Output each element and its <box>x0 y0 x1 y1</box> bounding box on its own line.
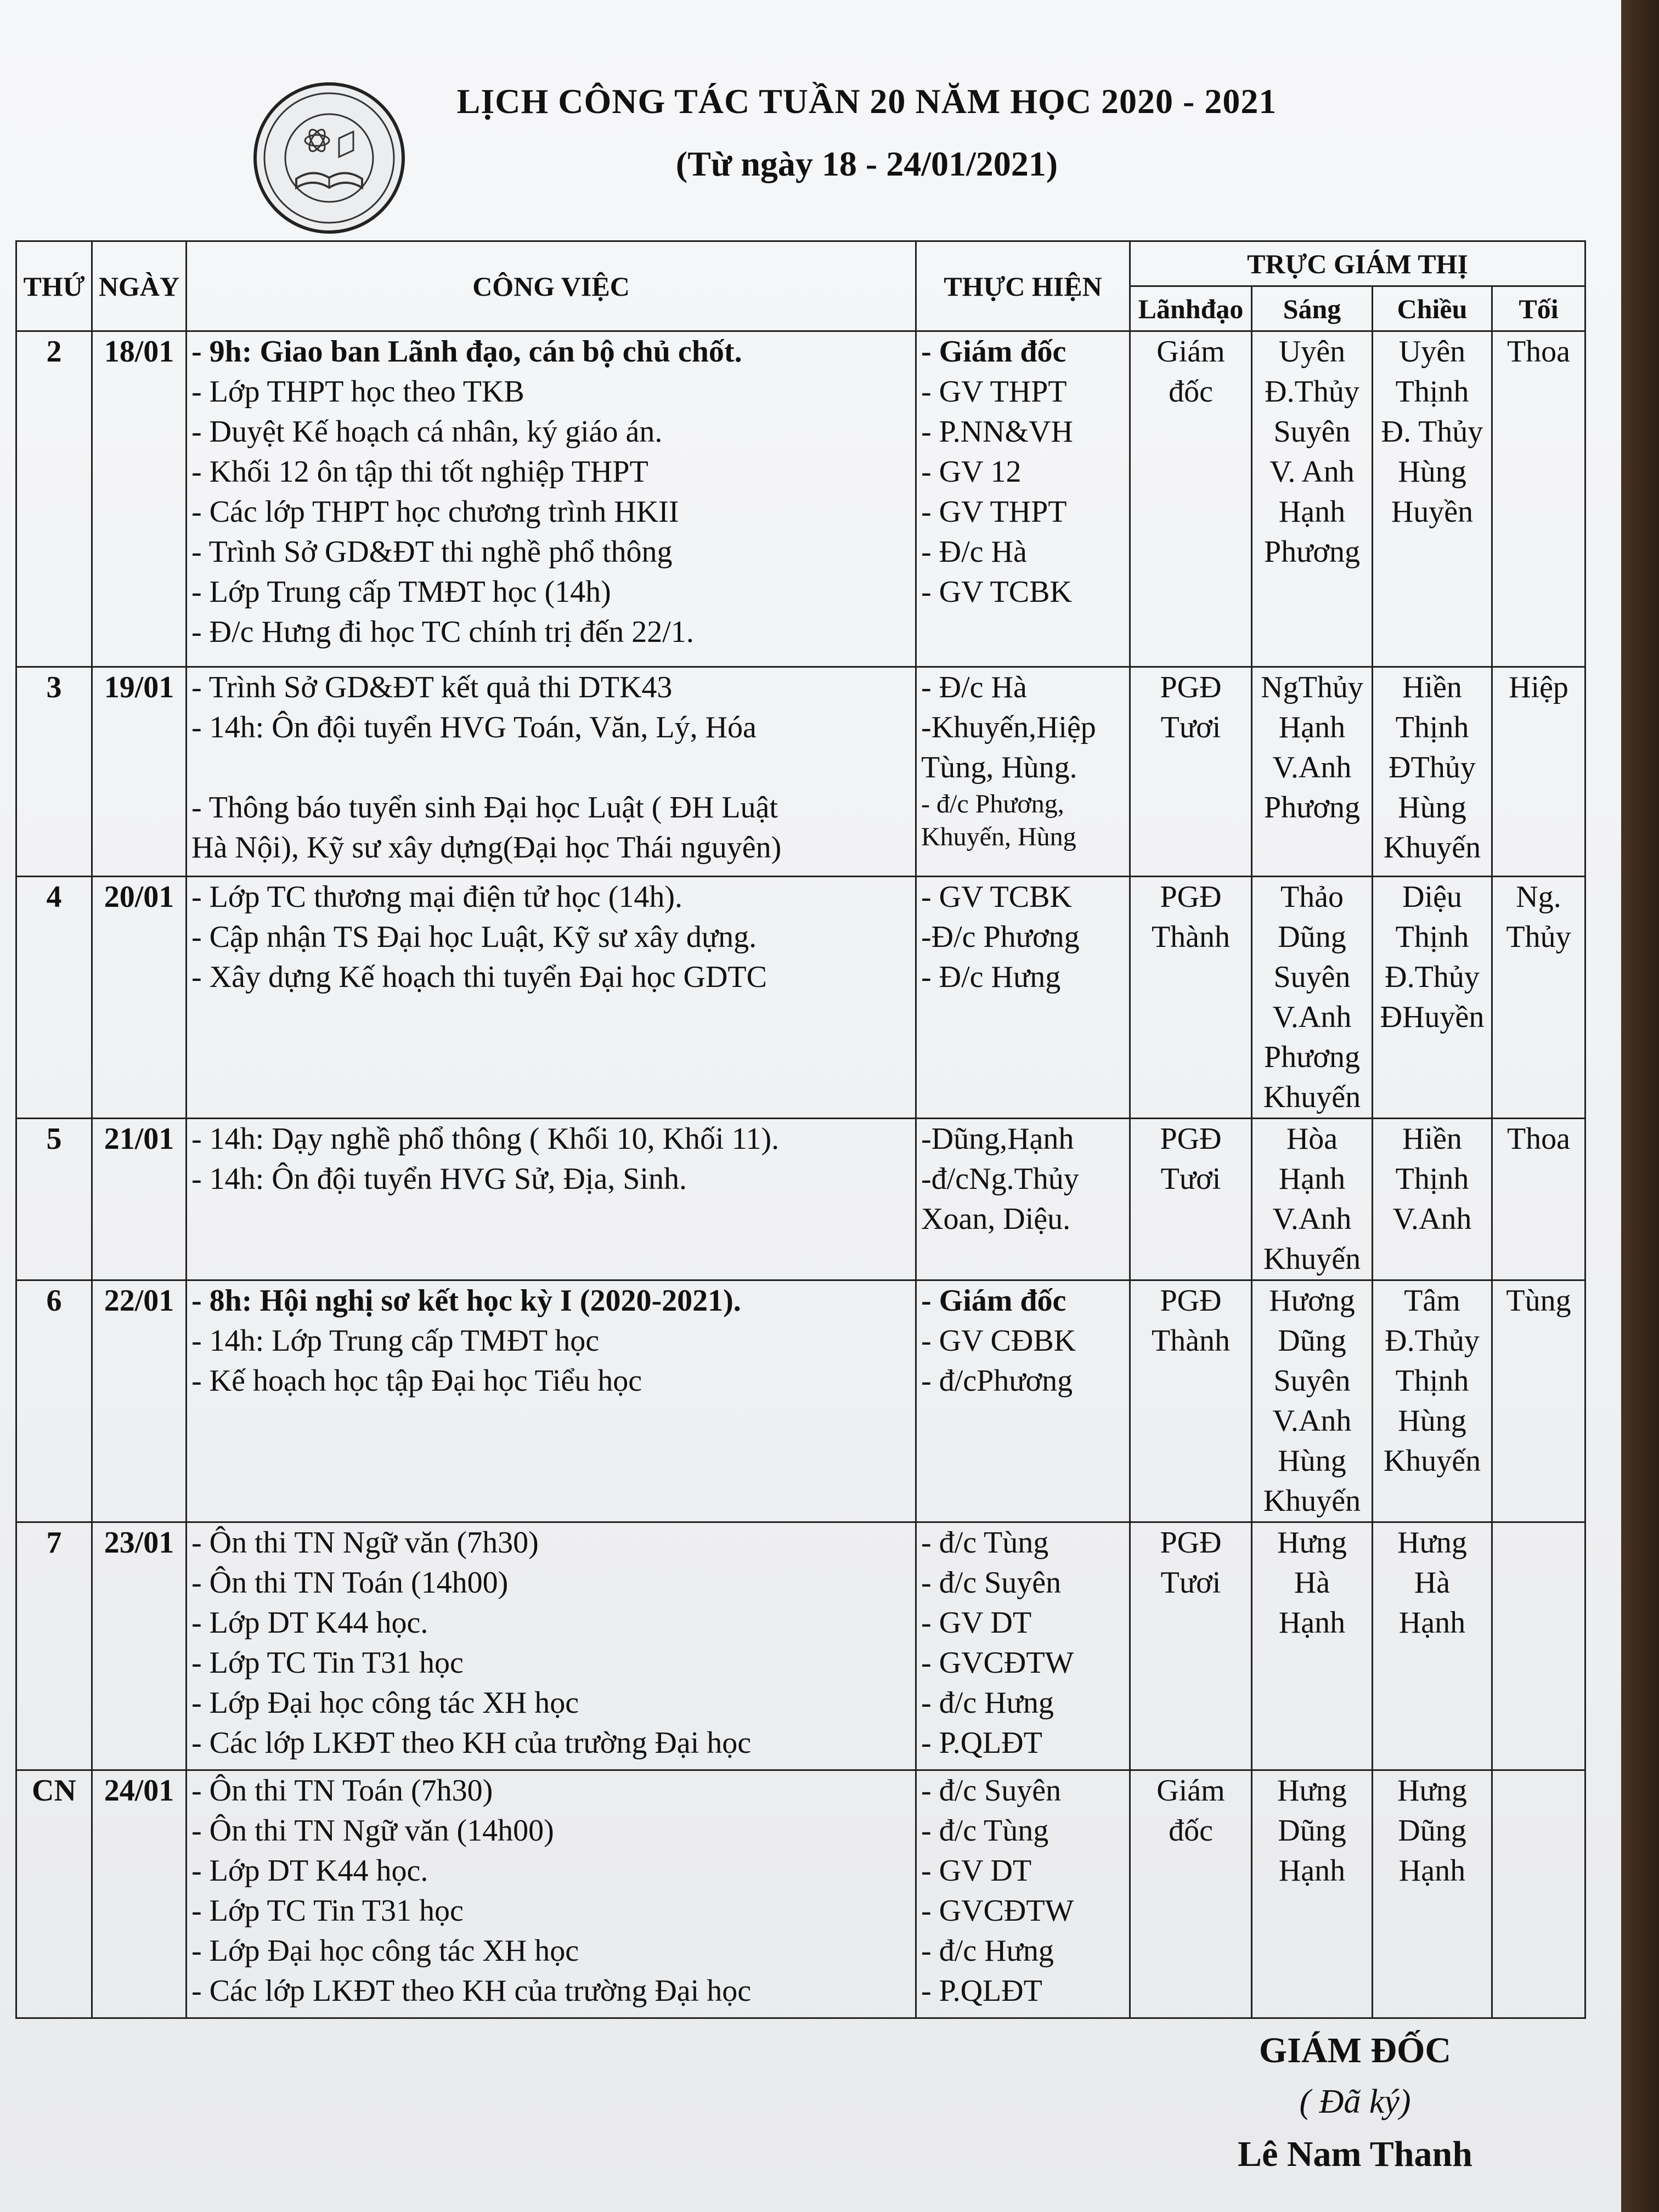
name-item: Khuyến <box>1263 1080 1361 1114</box>
evening-cell <box>1492 1280 1585 1522</box>
executor-item: -đ/cNg.Thủy <box>921 1162 1079 1196</box>
work-item: - Lớp TC Tin T31 học <box>191 1894 464 1928</box>
executor-item: - P.QLĐT <box>921 1726 1042 1760</box>
date-cell: 19/01 <box>92 667 187 877</box>
name-item: Uyên <box>1398 335 1466 369</box>
work-item: - Lớp TC thương mại điện tử học (14h). <box>191 880 682 914</box>
day-cell: 3 <box>16 667 92 877</box>
executor-item: - đ/c Phương, <box>921 789 1064 819</box>
afternoon-cell <box>1373 1522 1492 1770</box>
name-item: Khuyến <box>1383 831 1481 865</box>
table-row <box>16 667 1585 877</box>
executor-item: - Giám đốc <box>921 1284 1066 1318</box>
executor-item: - đ/c Suyên <box>921 1774 1062 1808</box>
name-item: Đ.Thủy <box>1385 1324 1480 1358</box>
name-item: Phương <box>1263 791 1361 825</box>
work-cell <box>187 1770 916 2018</box>
evening-cell <box>1492 667 1585 877</box>
name-item: Hưng <box>1277 1774 1347 1808</box>
date-cell: 21/01 <box>92 1119 187 1280</box>
work-item: Hà Nội), Kỹ sư xây dựng(Đại học Thái nguyên) <box>191 831 782 865</box>
name-item: Hạnh <box>1278 710 1346 744</box>
page-title: LỊCH CÔNG TÁC TUẦN 20 NĂM HỌC 2020 - 2021 <box>456 82 1277 121</box>
leader-cell <box>1130 667 1252 877</box>
name-item: Hà <box>1414 1566 1451 1600</box>
name-item: Dũng <box>1398 1814 1466 1848</box>
name-item: đốc <box>1169 375 1213 409</box>
executor-item: - GVCĐTW <box>921 1646 1074 1680</box>
work-cell <box>187 877 916 1119</box>
table-row <box>16 331 1585 667</box>
executor-item: - GV CĐBK <box>921 1324 1076 1358</box>
afternoon-cell <box>1373 1770 1492 2018</box>
name-item: ĐThủy <box>1389 751 1476 785</box>
name-item: Giám <box>1156 335 1225 369</box>
name-item: Hiền <box>1402 1122 1462 1156</box>
leader-cell <box>1130 1119 1252 1280</box>
work-item: - Lớp DT K44 học. <box>191 1854 428 1888</box>
name-item: đốc <box>1169 1814 1213 1848</box>
name-item: Giám <box>1156 1774 1225 1808</box>
afternoon-cell <box>1373 1280 1492 1522</box>
name-item: Hùng <box>1398 1404 1466 1438</box>
name-item: Đ. Thủy <box>1381 415 1483 449</box>
executor-item: -Khuyến,Hiệp <box>921 710 1096 744</box>
work-item: - Ôn thi TN Ngữ văn (14h00) <box>191 1814 554 1848</box>
work-cell <box>187 1522 916 1770</box>
signer-name: Lê Nam Thanh <box>1238 2134 1472 2174</box>
header-supervision: TRỰC GIÁM THỊ <box>1130 241 1585 286</box>
executor-item: Khuyến, Hùng <box>921 822 1076 851</box>
work-item: - Lớp Trung cấp TMĐT học (14h) <box>191 575 611 609</box>
name-item: Hạnh <box>1278 1162 1346 1196</box>
work-item: - Duyệt Kế hoạch cá nhân, ký giáo án. <box>191 415 663 449</box>
morning-cell <box>1252 667 1373 877</box>
afternoon-cell <box>1373 667 1492 877</box>
work-item: - Các lớp THPT học chương trình HKII <box>191 495 679 529</box>
executor-cell <box>916 667 1130 877</box>
school-seal-logo <box>253 82 405 234</box>
name-item: Đ.Thủy <box>1385 960 1480 994</box>
name-item: V.Anh <box>1392 1202 1472 1236</box>
seal-emblem-icon <box>257 86 402 230</box>
work-cell <box>187 1119 916 1280</box>
executor-item: -Dũng,Hạnh <box>921 1122 1074 1156</box>
name-item: Khuyến <box>1383 1444 1481 1478</box>
work-item: - 14h: Dạy nghề phổ thông ( Khối 10, Khối 11). <box>191 1122 780 1156</box>
afternoon-cell <box>1373 1119 1492 1280</box>
name-item: Suyên <box>1273 960 1351 994</box>
table-row <box>16 1522 1585 1770</box>
name-item: PGĐ <box>1160 1122 1222 1156</box>
name-item: Tươi <box>1160 1566 1221 1600</box>
day-cell: 6 <box>16 1280 92 1522</box>
work-cell <box>187 1280 916 1522</box>
evening-cell <box>1492 1119 1585 1280</box>
name-item: Hương <box>1269 1284 1355 1318</box>
name-item: Uyên <box>1278 335 1346 369</box>
executor-item: - GV THPT <box>921 375 1067 409</box>
executor-cell <box>916 1280 1130 1522</box>
work-item: - Xây dựng Kế hoạch thi tuyển Đại học GDTC <box>191 960 767 994</box>
name-item: Tùng <box>1506 1284 1571 1318</box>
name-item: Hà <box>1294 1566 1330 1600</box>
date-cell: 18/01 <box>92 331 187 667</box>
name-item: Hạnh <box>1278 1606 1346 1640</box>
afternoon-cell <box>1373 331 1492 667</box>
name-item: Tươi <box>1160 1162 1221 1196</box>
day-cell: 7 <box>16 1522 92 1770</box>
weekly-schedule-table <box>15 240 1586 2019</box>
work-item: - Cập nhận TS Đại học Luật, Kỹ sư xây dựng. <box>191 920 757 954</box>
name-item: V.Anh <box>1272 751 1352 785</box>
name-item: V.Anh <box>1272 1404 1352 1438</box>
executor-cell <box>916 877 1130 1119</box>
name-item: Thịnh <box>1395 920 1469 954</box>
work-item: - 14h: Ôn đội tuyển HVG Sử, Địa, Sinh. <box>191 1162 687 1196</box>
executor-cell <box>916 331 1130 667</box>
work-item: - Kế hoạch học tập Đại học Tiểu học <box>191 1364 642 1398</box>
name-item: Hùng <box>1398 455 1466 489</box>
work-item: - Lớp TC Tin T31 học <box>191 1646 464 1680</box>
day-cell: 5 <box>16 1119 92 1280</box>
executor-item: - đ/c Tùng <box>921 1526 1049 1560</box>
name-item: Thịnh <box>1395 1364 1469 1398</box>
executor-item: Xoan, Diệu. <box>921 1202 1071 1236</box>
date-cell: 22/01 <box>92 1280 187 1522</box>
date-cell: 23/01 <box>92 1522 187 1770</box>
name-item: Hiền <box>1402 670 1462 704</box>
executor-item: - Đ/c Hà <box>921 670 1027 704</box>
work-item: - Các lớp LKĐT theo KH của trường Đại học <box>191 1726 752 1760</box>
work-item: - Lớp Đại học công tác XH học <box>191 1934 579 1968</box>
name-item: PGĐ <box>1160 880 1222 914</box>
work-item: - Ôn thi TN Ngữ văn (7h30) <box>191 1526 539 1560</box>
name-item: Hạnh <box>1278 1854 1346 1888</box>
executor-item: - Giám đốc <box>921 335 1066 369</box>
morning-cell <box>1252 1280 1373 1522</box>
work-item: - Các lớp LKĐT theo KH của trường Đại học <box>191 1974 752 2008</box>
name-item: Thành <box>1151 920 1231 954</box>
name-item: Hưng <box>1277 1526 1347 1560</box>
name-item: Diệu <box>1402 880 1462 914</box>
executor-item: - đ/c Hưng <box>921 1686 1054 1720</box>
header-morning: Sáng <box>1252 286 1373 331</box>
leader-cell <box>1130 1280 1252 1522</box>
executor-item: Tùng, Hùng. <box>921 751 1077 785</box>
name-item: Suyên <box>1273 415 1351 449</box>
morning-cell <box>1252 1770 1373 2018</box>
name-item: Thủy <box>1506 920 1571 954</box>
name-item: Phương <box>1263 535 1361 569</box>
leader-cell <box>1130 877 1252 1119</box>
work-item: - 14h: Ôn đội tuyển HVG Toán, Văn, Lý, Hóa <box>191 710 757 744</box>
executor-cell <box>916 1770 1130 2018</box>
executor-item: - đ/c Hưng <box>921 1934 1054 1968</box>
name-item: Hạnh <box>1398 1606 1466 1640</box>
name-item: Thoa <box>1506 1122 1571 1156</box>
name-item: Thịnh <box>1395 710 1469 744</box>
executor-item: - GVCĐTW <box>921 1894 1074 1928</box>
executor-item: - đ/cPhương <box>921 1364 1073 1398</box>
executor-item: - P.NN&VH <box>921 415 1073 449</box>
name-item: Tâm <box>1404 1284 1460 1318</box>
name-item: Huyền <box>1391 495 1474 529</box>
table-row <box>16 877 1585 1119</box>
name-item: Hiệp <box>1509 670 1568 704</box>
name-item: Dũng <box>1278 920 1346 954</box>
work-item: - 9h: Giao ban Lãnh đạo, cán bộ chủ chốt. <box>191 335 742 369</box>
executor-item: - GV DT <box>921 1606 1032 1640</box>
name-item: Ng. <box>1516 880 1561 914</box>
table-row <box>16 1280 1585 1522</box>
name-item: Hùng <box>1278 1444 1346 1478</box>
executor-item: - Đ/c Hà <box>921 535 1027 569</box>
evening-cell <box>1492 1770 1585 2018</box>
evening-cell <box>1492 331 1585 667</box>
header-work: CÔNG VIỆC <box>187 241 916 331</box>
executor-item: -Đ/c Phương <box>921 920 1080 954</box>
signed-note: ( Đã ký) <box>1299 2083 1411 2120</box>
executor-item: - GV DT <box>921 1854 1032 1888</box>
name-item: Thịnh <box>1395 375 1469 409</box>
work-item: - 8h: Hội nghị sơ kết học kỳ I (2020-2021). <box>191 1284 741 1318</box>
name-item: Phương <box>1263 1040 1361 1074</box>
leader-cell <box>1130 1770 1252 2018</box>
name-item: Hạnh <box>1278 495 1346 529</box>
name-item: Hưng <box>1397 1526 1467 1560</box>
header-leader: Lãnhđạo <box>1130 286 1252 331</box>
name-item: Suyên <box>1273 1364 1351 1398</box>
name-item: Thịnh <box>1395 1162 1469 1196</box>
name-item: PGĐ <box>1160 670 1222 704</box>
work-item: - Ôn thi TN Toán (7h30) <box>191 1774 493 1808</box>
table-row <box>16 1119 1585 1280</box>
background-surface <box>1618 0 1659 2212</box>
name-item: Thảo <box>1280 880 1344 914</box>
name-item: V. Anh <box>1269 455 1355 489</box>
executor-item: - đ/c Suyên <box>921 1566 1062 1600</box>
morning-cell <box>1252 877 1373 1119</box>
header-evening: Tối <box>1492 286 1585 331</box>
name-item: Dũng <box>1278 1814 1346 1848</box>
day-cell: 4 <box>16 877 92 1119</box>
work-item: - Thông báo tuyển sinh Đại học Luật ( ĐH Luật <box>191 791 778 825</box>
work-item: - Lớp THPT học theo TKB <box>191 375 524 409</box>
executor-item: - GV TCBK <box>921 575 1072 609</box>
name-item: Thoa <box>1506 335 1571 369</box>
executor-item: - GV 12 <box>921 455 1022 489</box>
name-item: NgThủy <box>1261 670 1363 704</box>
executor-item: - GV TCBK <box>921 880 1072 914</box>
header-day: THỨ <box>16 241 92 331</box>
signer-title: GIÁM ĐỐC <box>1259 2030 1452 2070</box>
morning-cell <box>1252 331 1373 667</box>
name-item: V.Anh <box>1272 1000 1352 1034</box>
signature-block <box>1163 2030 1547 2175</box>
executor-item: - Đ/c Hưng <box>921 960 1061 994</box>
date-cell: 20/01 <box>92 877 187 1119</box>
work-item: - Trình Sở GD&ĐT kết quả thi DTK43 <box>191 670 673 704</box>
name-item: Khuyến <box>1263 1484 1361 1518</box>
date-cell: 24/01 <box>92 1770 187 2018</box>
day-cell: 2 <box>16 331 92 667</box>
executor-cell <box>916 1522 1130 1770</box>
evening-cell <box>1492 877 1585 1119</box>
work-item: - Trình Sở GD&ĐT thi nghề phổ thông <box>191 535 673 569</box>
work-cell <box>187 331 916 667</box>
work-item: - 14h: Lớp Trung cấp TMĐT học <box>191 1324 600 1358</box>
executor-item: - GV THPT <box>921 495 1067 529</box>
name-item: Hùng <box>1398 791 1466 825</box>
header-date: NGÀY <box>92 241 187 331</box>
leader-cell <box>1130 331 1252 667</box>
name-item: ĐHuyền <box>1380 1000 1485 1034</box>
morning-cell <box>1252 1119 1373 1280</box>
morning-cell <box>1252 1522 1373 1770</box>
name-item: PGĐ <box>1160 1284 1222 1318</box>
work-item: - Lớp Đại học công tác XH học <box>191 1686 579 1720</box>
afternoon-cell <box>1373 877 1492 1119</box>
name-item: Đ.Thủy <box>1265 375 1359 409</box>
name-item: PGĐ <box>1160 1526 1222 1560</box>
day-cell: CN <box>16 1770 92 2018</box>
executor-cell <box>916 1119 1130 1280</box>
name-item: Tươi <box>1160 710 1221 744</box>
name-item: Hạnh <box>1398 1854 1466 1888</box>
work-item: - Lớp DT K44 học. <box>191 1606 428 1640</box>
name-item: Hòa <box>1286 1122 1338 1156</box>
name-item: Dũng <box>1278 1324 1346 1358</box>
work-item: - Đ/c Hưng đi học TC chính trị đến 22/1. <box>191 615 694 649</box>
executor-item: - P.QLĐT <box>921 1974 1042 2008</box>
header-executor: THỰC HIỆN <box>916 241 1130 331</box>
work-item: - Khối 12 ôn tập thi tốt nghiệp THPT <box>191 455 648 489</box>
date-range-subtitle: (Từ ngày 18 - 24/01/2021) <box>675 144 1058 183</box>
work-cell <box>187 667 916 877</box>
table-row <box>16 1770 1585 2018</box>
work-item: - Ôn thi TN Toán (14h00) <box>191 1566 509 1600</box>
evening-cell <box>1492 1522 1585 1770</box>
name-item: Khuyến <box>1263 1242 1361 1276</box>
name-item: Thành <box>1151 1324 1231 1358</box>
leader-cell <box>1130 1522 1252 1770</box>
header-afternoon: Chiều <box>1373 286 1492 331</box>
work-item <box>191 748 911 788</box>
name-item: V.Anh <box>1272 1202 1352 1236</box>
executor-item: - đ/c Tùng <box>921 1814 1049 1848</box>
name-item: Hưng <box>1397 1774 1467 1808</box>
